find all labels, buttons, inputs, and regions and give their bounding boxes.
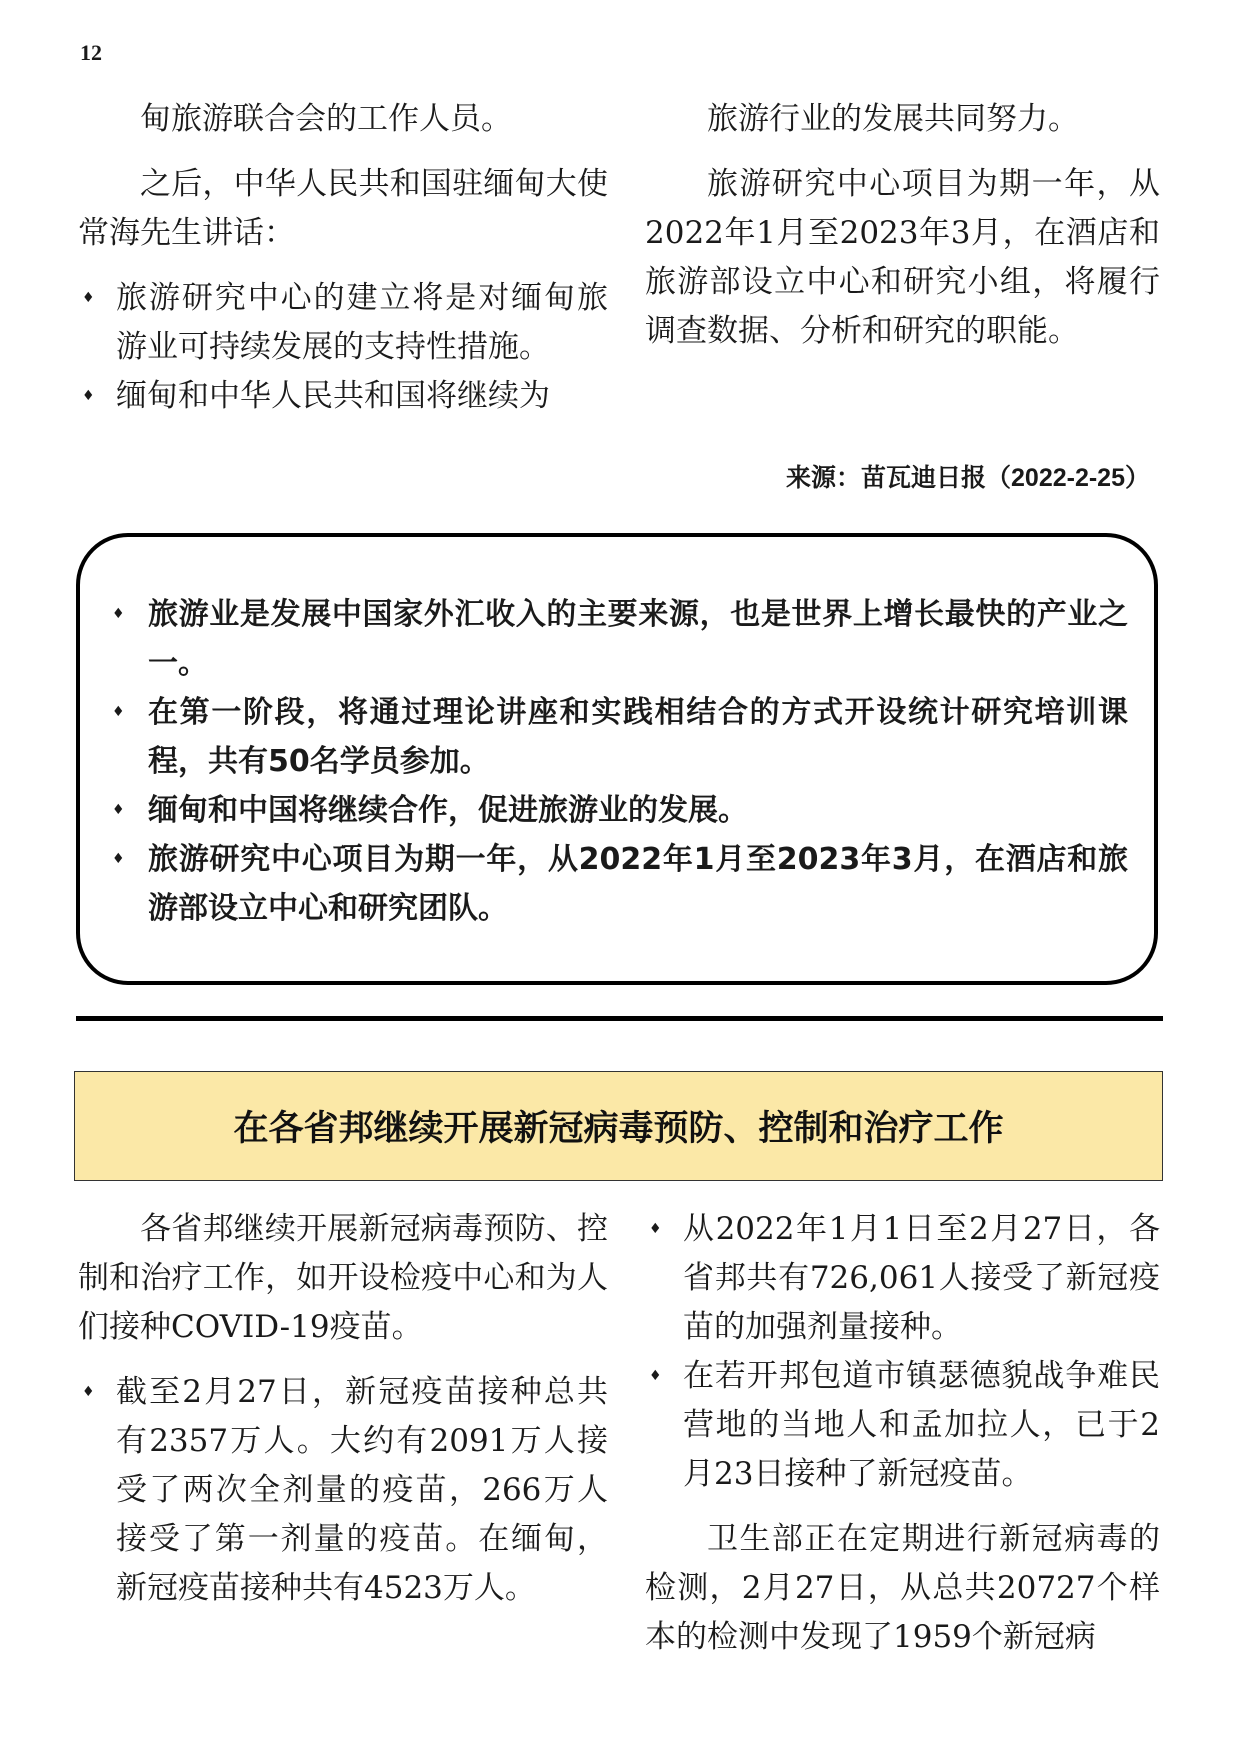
summary-item [108, 835, 1128, 933]
list-item [78, 1368, 608, 1613]
diamond-bullet-icon: ♦ [649, 1368, 662, 1384]
diamond-bullet-icon: ♦ [112, 606, 125, 622]
diamond-bullet-icon: ♦ [112, 802, 125, 818]
section-divider [76, 1016, 1163, 1021]
bullet-list [78, 274, 608, 421]
list-item-text: 在若开邦包道市镇瑟德貌战争难民营地的当地人和孟加拉人，已于2月23日接种了新冠疫苗。 [683, 1358, 1160, 1492]
continuation-text: 甸旅游联合会的工作人员。 [140, 101, 512, 137]
summary-item-text: 旅游研究中心项目为期一年，从2022年1月至2023年3月，在酒店和旅游部设立中心和研究团队。 [148, 842, 1128, 926]
source-citation: 来源：苗瓦迪日报（2022-2-25） [786, 464, 1150, 492]
summary-item [108, 688, 1128, 786]
body-paragraph: 各省邦继续开展新冠病毒预防、控制和治疗工作，如开设检疫中心和为人们接种COVID-19疫苗。 [78, 1211, 608, 1345]
body-paragraph: 之后，中华人民共和国驻缅甸大使常海先生讲话： [78, 166, 608, 251]
list-item-text: 从2022年1月1日至2月27日，各省邦共有726,061人接受了新冠疫苗的加强剂量接种。 [683, 1211, 1160, 1345]
diamond-bullet-icon: ♦ [82, 388, 95, 404]
bottom-left-column [78, 1205, 608, 1613]
bullet-list [78, 1368, 608, 1613]
page-number: 12 [80, 40, 102, 65]
summary-box [76, 533, 1158, 985]
bullet-list [645, 1205, 1160, 1499]
list-item-text: 旅游研究中心的建立将是对缅甸旅游业可持续发展的支持性措施。 [116, 280, 608, 365]
summary-item-text: 在第一阶段，将通过理论讲座和实践相结合的方式开设统计研究培训课程，共有50名学员参加。 [148, 695, 1128, 779]
diamond-bullet-icon: ♦ [82, 1384, 95, 1400]
body-paragraph: 卫生部正在定期进行新冠病毒的检测，2月27日，从总共20727个样本的检测中发现了1959个新冠病 [645, 1521, 1160, 1655]
top-right-column [645, 95, 1160, 356]
list-item [645, 1205, 1160, 1352]
list-item [78, 372, 608, 421]
summary-item [108, 786, 1128, 835]
diamond-bullet-icon: ♦ [112, 704, 125, 720]
summary-list [108, 590, 1128, 933]
list-item [78, 274, 608, 372]
top-left-column [78, 95, 608, 421]
summary-item [108, 590, 1128, 688]
diamond-bullet-icon: ♦ [112, 851, 125, 867]
list-item [645, 1352, 1160, 1499]
body-paragraph: 旅游研究中心项目为期一年，从2022年1月至2023年3月，在酒店和旅游部设立中心和研究小组，将履行调查数据、分析和研究的职能。 [645, 166, 1160, 349]
bottom-right-column [645, 1205, 1160, 1662]
article-headline: 在各省邦继续开展新冠病毒预防、控制和治疗工作 [74, 1071, 1163, 1181]
diamond-bullet-icon: ♦ [82, 290, 95, 306]
list-item-text: 缅甸和中华人民共和国将继续为 [116, 378, 550, 414]
summary-item-text: 旅游业是发展中国家外汇收入的主要来源，也是世界上增长最快的产业之一。 [148, 597, 1128, 681]
continuation-text: 旅游行业的发展共同努力。 [707, 101, 1079, 137]
diamond-bullet-icon: ♦ [649, 1221, 662, 1237]
list-item-text: 截至2月27日，新冠疫苗接种总共有2357万人。大约有2091万人接受了两次全剂量的疫苗，266万人接受了第一剂量的疫苗。在缅甸，新冠疫苗接种共有4523万人。 [116, 1374, 608, 1606]
summary-item-text: 缅甸和中国将继续合作，促进旅游业的发展。 [148, 793, 748, 828]
